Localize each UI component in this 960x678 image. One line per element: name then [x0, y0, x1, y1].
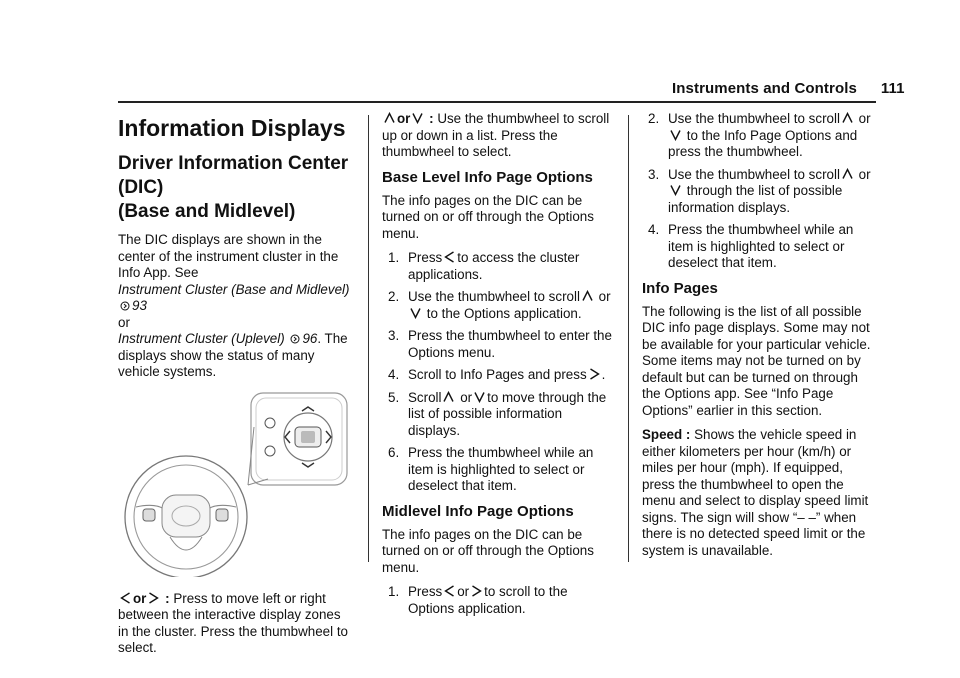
base-level-heading: Base Level Info Page Options	[382, 168, 593, 186]
list-item: 5. Scroll or to move through the list of possible information displays.	[388, 389, 607, 438]
chevron-right-icon	[589, 368, 600, 380]
list-item: 1. Press to access the cluster applications.	[388, 250, 580, 282]
page-reference-icon	[120, 301, 130, 311]
list-item: 4. Press the thumbwheel while an item is highlighted to select or deselect that item.	[648, 222, 854, 270]
speed-description: Speed : Shows the vehicle speed in either kilometers per hour (km/h) or miles per hour (mph). If equipped, press the thumbwheel to open the menu and select to display speed limit signs. The sign will show “– –” when there is no detected speed limit or the system is unavailable.	[642, 427, 869, 558]
list-item: 2. Use the thumbwheel to scroll or to the Info Page Options and press the thumbwheel.	[648, 111, 871, 159]
column-1	[118, 108, 352, 665]
list-item: 3. Press the thumbwheel to enter the Options menu.	[388, 328, 612, 360]
cross-reference-link[interactable]: Instrument Cluster (Base and Midlevel)	[118, 281, 350, 297]
chevron-down-icon	[670, 129, 681, 141]
column-2	[382, 111, 616, 623]
chevron-left-icon	[444, 585, 455, 597]
list-item: 3. Use the thumbwheel to scroll or through the list of possible information displays.	[648, 166, 871, 215]
page-header	[672, 80, 905, 97]
midlevel-steps	[382, 584, 616, 617]
steering-wheel-icon	[118, 387, 350, 577]
chevron-up-icon	[582, 290, 593, 302]
list-item: 2. Use the thumbwheel to scroll or to the Options application.	[388, 289, 611, 321]
column-3	[642, 111, 876, 567]
steering-wheel-illustration	[118, 387, 350, 577]
chevron-up-icon	[384, 112, 395, 124]
intro-paragraph: The DIC displays are shown in the center of the instrument cluster in the Info App. See Instrument Cluster (Base and Midlevel) 93 or Instrument Cluster (Uplevel) 96. The displays show the status of many vehicle systems.	[118, 232, 350, 379]
list-item: 6. Press the thumbwheel while an item is highlighted to select or deselect that item.	[388, 445, 594, 493]
chevron-left-icon	[444, 251, 455, 263]
info-pages-heading: Info Pages	[642, 279, 718, 297]
chevron-down-icon	[474, 391, 485, 403]
section-title: Information Displays	[118, 115, 346, 141]
list-item: 1. Press or to scroll to the Options application.	[388, 584, 568, 616]
chevron-down-icon	[670, 184, 681, 196]
speed-label: Speed :	[642, 427, 691, 442]
midlevel-steps-continued	[642, 111, 876, 272]
up-down-description: or : Use the thumbwheel to scroll up or down in a list. Press the thumbwheel to select.	[382, 111, 610, 159]
list-item: 4. Scroll to Info Pages and press .	[388, 367, 606, 382]
chevron-left-icon	[120, 592, 131, 604]
page-reference-icon	[290, 334, 300, 344]
page-number: 111	[880, 80, 905, 97]
subsection-title: Driver Information Center (DIC) (Base and Midlevel)	[118, 153, 349, 222]
chevron-up-icon	[842, 112, 853, 124]
left-right-description: or : Press to move left or right between the interactive display zones in the cluster. Press the thumbwheel to select.	[118, 590, 348, 655]
running-head: Instruments and Controls	[672, 80, 857, 97]
info-pages-paragraph: The following is the list of all possible DIC info page displays. Some may not be available for your particular vehicle. Some items may not be turned on by default but can be turned on through the Options app. See “Info Page Options” earlier in this section.	[642, 303, 871, 418]
chevron-down-icon	[410, 307, 421, 319]
chevron-down-icon	[412, 112, 423, 124]
chevron-up-icon	[842, 168, 853, 180]
column-divider	[628, 115, 629, 562]
base-level-intro: The info pages on the DIC can be turned on or off through the Options menu.	[382, 192, 594, 241]
header-rule	[118, 101, 876, 103]
chevron-right-icon	[471, 585, 482, 597]
chevron-up-icon	[443, 391, 454, 403]
cross-reference-link[interactable]: Instrument Cluster (Uplevel)	[118, 331, 285, 346]
column-divider	[368, 115, 369, 562]
base-level-steps	[382, 250, 616, 495]
chevron-right-icon	[148, 592, 159, 604]
midlevel-heading: Midlevel Info Page Options	[382, 502, 574, 520]
midlevel-intro: The info pages on the DIC can be turned on or off through the Options menu.	[382, 526, 594, 575]
